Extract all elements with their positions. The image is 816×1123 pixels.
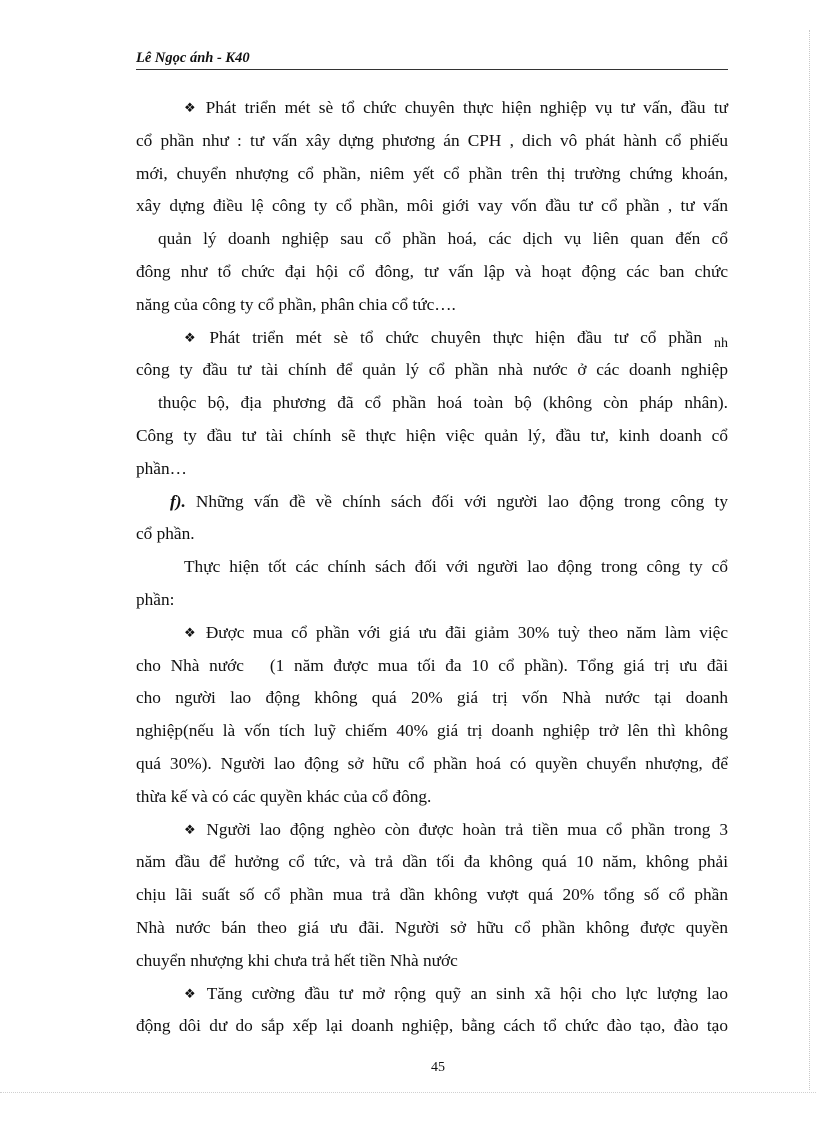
paragraph-line: Công ty đầu tư tài chính sẽ thực hiện việc quản lý, đầu tư, kinh doanh cổ [136, 425, 728, 445]
paragraph-line: năng của công ty cổ phần, phân chia cổ tức…. [136, 294, 456, 314]
section-heading: f). Những vấn đề về chính sách đối với người lao động trong công ty [170, 491, 728, 511]
paragraph-line: năm đầu để hưởng cổ tức, và trả dần tối đa không quá 10 năm, không phải [136, 852, 728, 872]
paragraph-line: xây dựng điều lệ công ty cổ phần, môi giới vay vốn đầu tư cổ phần , tư vấn [136, 196, 728, 216]
paragraph-line: quá 30%). Người lao động sở hữu cổ phần hoá có quyền chuyển nhượng, để [136, 753, 728, 773]
paragraph-line: ❖ Được mua cổ phần với giá ưu đãi giảm 30% tuỳ theo năm làm việc [184, 622, 729, 642]
paragraph-line: cổ phần như : tư vấn xây dựng phương án CPH , dich vô phát hành cổ phiếu [136, 130, 728, 150]
diamond-bullet-icon: ❖ [184, 330, 204, 346]
paragraph-line: đông như tổ chức đại hội cổ đông, tư vấn lập và hoạt động các ban chức [136, 261, 728, 281]
paragraph-line: chịu lãi suất số cổ phần mua trả dần không vượt quá 20% tổng số cổ phần [136, 885, 728, 905]
paragraph-line: nghiệp(nếu là vốn tích luỹ chiếm 40% giá trị doanh nghiệp trở lên thì không [136, 721, 728, 741]
paragraph-line: ❖ Người lao động nghèo còn được hoàn trả tiền mua cổ phần trong 3 [184, 819, 728, 839]
paragraph-line: ❖ Phát triển mét sè tổ chức chuyên thực hiện đầu tư cổ phần $_{nh}$ [184, 327, 728, 351]
diamond-bullet-icon: ❖ [184, 822, 201, 838]
paragraph-line: thừa kế và có các quyền khác của cổ đông. [136, 786, 432, 806]
diamond-bullet-icon: ❖ [184, 101, 200, 116]
paragraph-line: chuyển nhượng khi chưa trả hết tiền Nhà nước [136, 950, 458, 970]
paragraph-line: ❖ Phát triển mét sè tổ chức chuyên thực hiện nghiệp vụ tư vấn, đầu tư [184, 98, 729, 117]
paragraph-line: quản lý doanh nghiệp sau cổ phần hoá, các dịch vụ liên quan đến cổ [158, 229, 728, 249]
page-header [136, 50, 728, 70]
section-marker: f). [170, 491, 186, 511]
diamond-bullet-icon: ❖ [184, 986, 201, 1002]
paragraph-line: thuộc bộ, địa phương đã cổ phần hoá toàn bộ (không còn pháp nhân). [158, 393, 728, 413]
paragraph-line: Nhà nước bán theo giá ưu đãi. Người sở hữu cổ phần không được quyền [136, 917, 728, 937]
page-edge-right [809, 30, 812, 1090]
paragraph-line: công ty đầu tư tài chính để quản lý cổ phần nhà nước ở các doanh nghiệp [136, 360, 728, 380]
paragraph-line: Thực hiện tốt các chính sách đối với người lao động trong công ty cổ [184, 557, 728, 577]
header-author: Lê Ngọc ánh - K40 [136, 50, 250, 66]
paragraph-line: cho người lao động không quá 20% giá trị vốn Nhà nước tại doanh [136, 688, 728, 708]
paragraph-line: động dôi dư do sắp xếp lại doanh nghiệp, bằng cách tổ chức đào tạo, đào tạo [136, 1016, 728, 1036]
paragraph-line: cổ phần. [136, 524, 195, 544]
page-edge-bottom [0, 1092, 816, 1094]
document-body [136, 92, 728, 1043]
paragraph-line: ❖ Tăng cường đầu tư mở rộng quỹ an sinh xã hội cho lực lượng lao [184, 983, 729, 1003]
paragraph-line: phần… [136, 458, 187, 478]
paragraph-line: phần: [136, 589, 175, 609]
page-number: 45 [431, 1060, 445, 1075]
paragraph-line: mới, chuyển nhượng cổ phần, niêm yết cổ phần trên thị trường chứng khoán, [136, 163, 728, 183]
paragraph-line: cho Nhà nước (1 năm được mua tối đa 10 cổ phần). Tổng giá trị ưu đãi [136, 655, 729, 675]
diamond-bullet-icon: ❖ [184, 625, 200, 641]
